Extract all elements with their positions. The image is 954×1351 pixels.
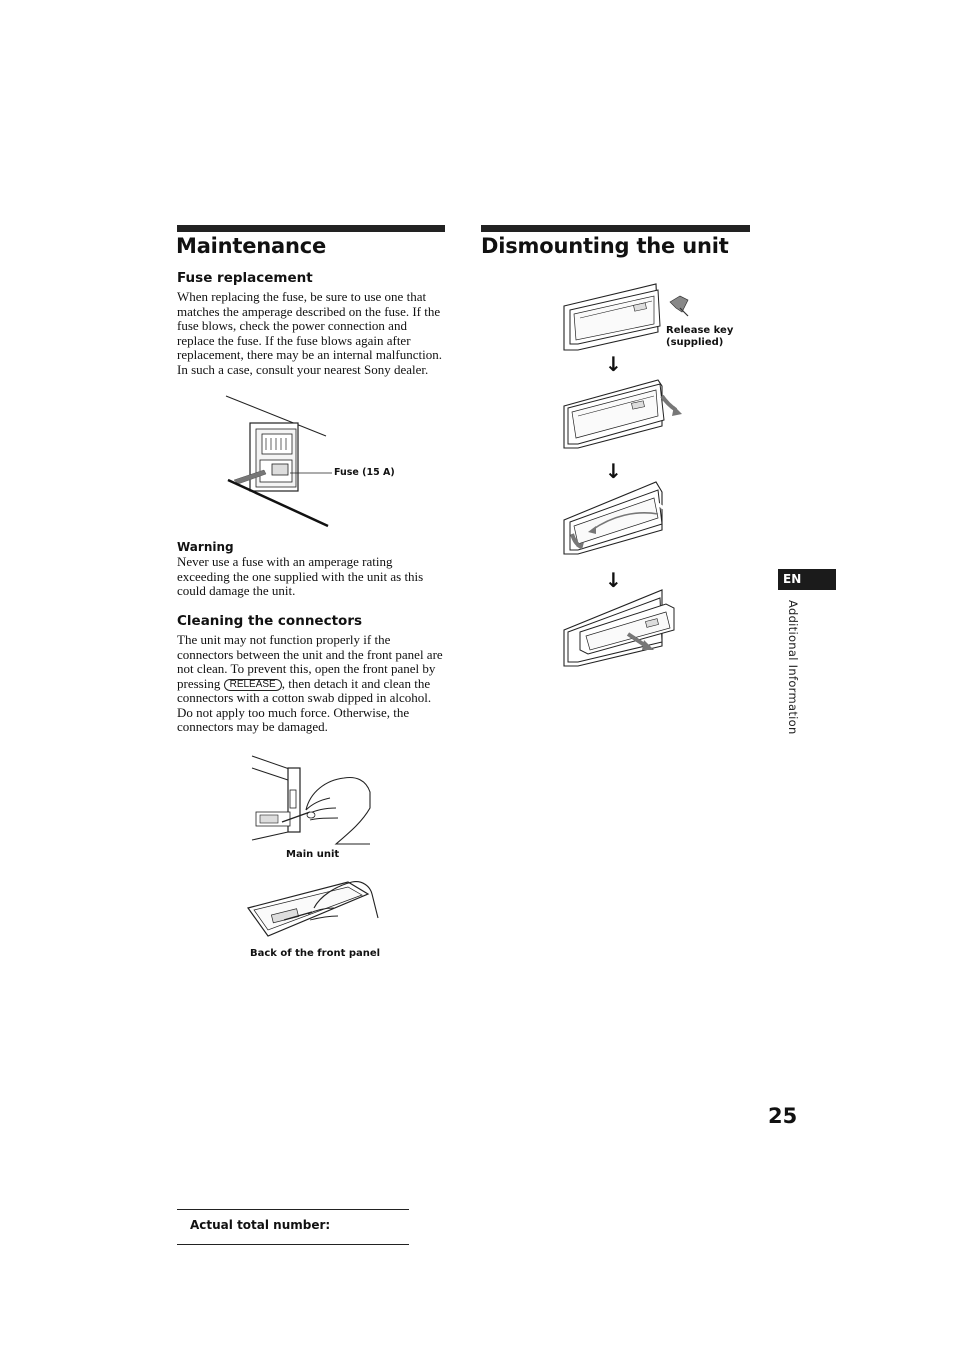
fuse-heading: Fuse replacement [177,270,313,286]
section-label: Additional Information [786,600,800,735]
page-number: 25 [768,1104,798,1128]
warning-text: Never use a fuse with an amperage rating exceeding the one supplied with the unit as this could damage the unit. [177,554,424,598]
dismount-step-4 [562,590,678,668]
language-badge: EN [778,569,836,590]
cleaning-text-after: , then detach it and clean the connectors with a cotton swab dipped in alcohol. Do not apply too much force. Otherwise, the connectors may be damaged. [177,675,432,734]
cleaning-heading: Cleaning the connectors [177,613,363,629]
dismounting-title: Dismounting the unit [481,234,729,258]
fuse-text: When replacing the fuse, be sure to use one that matches the amperage described on the fuse. If the fuse blows, check the power connection and replace the fuse. If the fuse blows again after replacement, there may be an internal malfunction. In such a case, consult your nearest Sony dealer. [177,289,442,377]
dismount-step-2 [562,376,686,452]
maintenance-title: Maintenance [176,234,327,258]
arrow-down-icon: ↓ [605,568,622,592]
footer-bottom-rule [177,1244,409,1245]
main-unit-label: Main unit [286,849,340,860]
main-unit-figure [248,752,378,848]
release-button-icon: RELEASE [224,679,282,691]
cleaning-text-before: The unit may not function properly if the connectors between the unit and the front panel are not clean. To prevent this, open the front panel by pressing [177,632,443,691]
footer-label: Actual total number: [190,1218,331,1232]
front-panel-label: Back of the front panel [250,948,381,959]
fuse-label: Fuse (15 A) [334,467,395,478]
maintenance-title-rule [177,225,445,232]
front-panel-figure [244,874,384,944]
dismounting-title-rule [481,225,750,232]
warning-heading: Warning [177,540,234,554]
fuse-figure [220,394,400,534]
release-key-label: Release key (supplied) [666,325,734,348]
footer-top-rule [177,1209,409,1210]
arrow-down-icon: ↓ [605,352,622,376]
dismount-step-3 [562,480,674,558]
cleaning-text [177,633,447,735]
arrow-down-icon: ↓ [605,459,622,483]
